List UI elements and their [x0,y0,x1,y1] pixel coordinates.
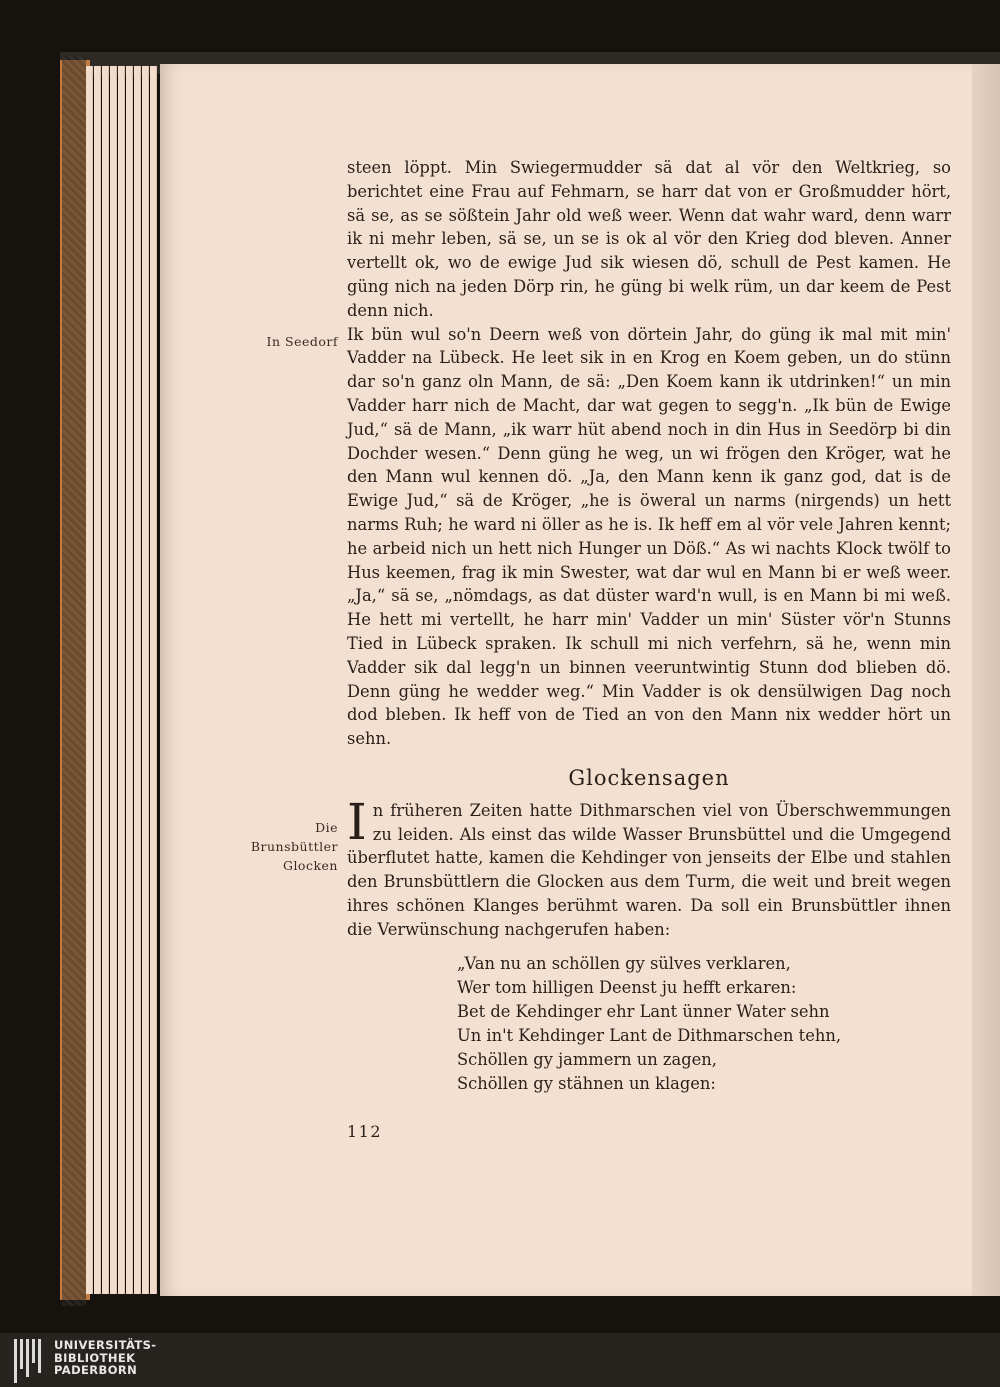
logo-line: BIBLIOTHEK [54,1350,136,1365]
margin-note-line: Glocken [282,858,338,873]
logo-line: PADERBORN [54,1363,138,1377]
paragraph-glocken [347,792,951,942]
book-board-edge [62,56,86,1306]
verse-line: Schöllen gy stähnen un klagen: [457,1073,716,1093]
verse-line: Un in't Kehdinger Lant de Dithmarschen tehn, [457,1025,842,1045]
paragraph-continuation: steen löppt. Min Swiegermudder sä dat al vör den Weltkrieg, so berichtet eine Frau auf Fehmarn, se harr dat von er Großmudder hört, sä se, as se sößtein Jahr old weß weer. Wenn dat wahr ward, denn warr ik ni mehr leben, sä se, un se is ok al vör den Krieg dod bleven. Anner vertellt ok, wo de ewige Jud sik wiesen dö, schull de Pest kamen. He güng nich na jeden Dörp rin, he güng bi welk rüm, un dar keem de Pest denn nich. [347,158,951,320]
verse-line: Wer tom hilligen Deenst ju hefft erkaren: [457,977,797,997]
margin-note-line: Die [315,820,338,835]
paragraph-seedorf: Ik bün wul so'n Deern weß von dörtein Jahr, do güng ik mal mit min' Vadder na Lübeck. He leet sik in en Krog en Koem geben, un do stünn dar so'n ganz oln Mann, de sä: „Den Koem kann ik utdrinken!“ un min Vadder harr nich de Macht, dar wat gegen to segg'n. „Ik bün de Ewige Jud,“ sä de Mann, „ik warr hüt abend noch in din Hus in Seedörp bi din Dochder wesen.“ Denn güng he weg, un wi frögen den Kröger, wat he den Mann wul kennen dö. „Ja, den Mann kenn ik ganz god, dat is de Ewige Jud,“ sä de Kröger, „he is öweral un narms (nirgends) un hett narms Ruh; he ward ni öller as he is. Ik heff em al vör vele Jahren kennt; he arbeid nich un hett nich Hunger un Döß.“ As wi nachts Klock twölf to Hus keemen, frag ik min Swester, wat dar wul en Mann bi er weß weer. „Ja,“ sä se, „nömdags, as dat düster ward'n wull, is en Mann bi mi weß. He hett mi vertellt, he harr min' Vadder un min' Süster vör'n Stunns Tied in Lübeck spraken. Ik schull mi nich verfehrn, sä he, wenn min Vadder sik dal legg'n un binnen veeruntwintig Stunn dod blieben dö. Denn güng he wedder weg.“ Min Vadder is ok densülwigen Dag noch dod bleben. Ik heff von de Tied an von den Mann nix wedder hört un sehn. [347,324,951,749]
verse-line: „Van nu an schöllen gy sülves verklaren, [457,953,791,973]
page-number: 112 [347,1122,383,1141]
library-logo-text [54,1339,156,1377]
margin-note-line: Brunsbüttler [250,839,338,854]
body-text [347,156,951,1096]
verse-line: Schöllen gy jammern un zagen, [457,1049,717,1069]
section-heading: Glockensagen [568,765,730,790]
logo-line: UNIVERSITÄTS- [54,1338,157,1352]
verse-line: Bet de Kehdinger ehr Lant ünner Water sehn [457,1001,830,1021]
dropcap: I [347,792,367,851]
library-logo-icon [14,1339,42,1383]
margin-note-seedorf: In Seedorf [266,334,338,349]
paragraph-glocken-text: n früheren Zeiten hatte Dithmarschen viel von Überschwemmungen zu leiden. Als einst das wilde Wasser Brunsbüttel und die Umgegend überflutet hatte, kamen die Kehdinger von jenseits der Elbe und stahlen den Brunsbüttlern die Glocken aus dem Turm, die weit und breit wegen ihres schönen Klanges berühmt waren. Da soll ein Brunsbüttler ihnen die Verwünschung nachgerufen haben: [347,800,951,939]
verse-block [457,952,951,1096]
facing-page-edge [972,64,1000,1296]
margin-note-brunsbuettler-glocken [251,818,338,875]
